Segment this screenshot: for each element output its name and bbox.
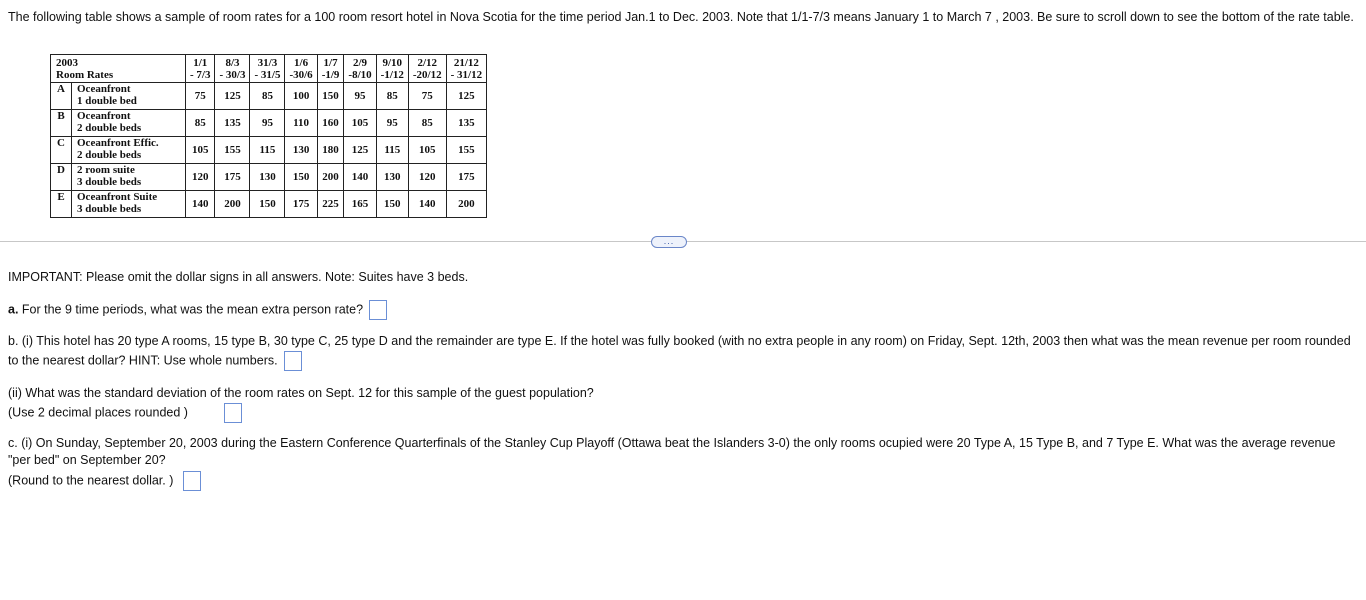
period-header-0 — [186, 55, 215, 83]
table-header-row — [51, 55, 487, 83]
question-b-ii — [8, 384, 1360, 423]
room-type-name — [72, 83, 186, 110]
room-type-name-line1: 2 room suite — [77, 164, 135, 176]
rate-cell: 175 — [446, 164, 486, 191]
rate-cell: 155 — [215, 137, 250, 164]
period-start: 8/3 — [225, 56, 240, 69]
expand-more-button[interactable]: ... — [651, 236, 687, 248]
rate-cell: 225 — [317, 191, 344, 218]
rate-cell: 105 — [408, 137, 446, 164]
room-type-letter: A — [51, 83, 72, 110]
rate-table — [50, 54, 487, 218]
period-end: -20/12 — [412, 68, 442, 81]
room-type-name — [72, 137, 186, 164]
question-b-ii-hint: (Use 2 decimal places rounded ) — [8, 405, 188, 420]
period-end: -30/6 — [289, 68, 313, 81]
rate-cell: 150 — [250, 191, 285, 218]
period-header-1 — [215, 55, 250, 83]
rate-cell: 85 — [186, 110, 215, 137]
room-type-name-line1: Oceanfront — [77, 110, 131, 122]
rate-cell: 150 — [317, 83, 344, 110]
rate-cell: 175 — [285, 191, 317, 218]
rate-cell: 115 — [376, 137, 408, 164]
period-start: 1/7 — [323, 56, 338, 69]
period-end: - 30/3 — [219, 68, 246, 81]
room-type-letter: C — [51, 137, 72, 164]
rate-cell: 130 — [250, 164, 285, 191]
rate-cell: 105 — [186, 137, 215, 164]
table-row — [51, 137, 487, 164]
period-header-7 — [408, 55, 446, 83]
room-rates-label: Room Rates — [56, 68, 114, 81]
intro-text: The following table shows a sample of room rates for a 100 room resort hotel in Nova Scotia for the time period Jan.1 to Dec. 2003. Note that 1/1-7/3 means January 1 to March 7 , 2003. Be sure to scroll down to see the bottom of the rate table. — [8, 10, 1354, 24]
period-end: - 31/5 — [254, 68, 281, 81]
answer-a-input[interactable] — [369, 300, 387, 320]
rate-cell: 135 — [446, 110, 486, 137]
question-a — [8, 300, 1360, 320]
rate-cell: 140 — [408, 191, 446, 218]
rate-cell: 105 — [344, 110, 376, 137]
period-start: 2/12 — [417, 56, 438, 69]
period-end: - 31/12 — [450, 68, 483, 81]
table-row — [51, 83, 487, 110]
table-year: 2003 — [56, 56, 78, 69]
rate-cell: 120 — [186, 164, 215, 191]
question-c-i-text: c. (i) On Sunday, September 20, 2003 during the Eastern Conference Quarterfinals of the Stanley Cup Playoff (Ottawa beat the Islanders 3-0) the only rooms ocupied were 20 Type A, 15 Type B, and 7 Type E. What was the average revenue "per bed" on September 20? — [8, 436, 1336, 467]
rate-cell: 175 — [215, 164, 250, 191]
question-b-ii-text: (ii) What was the standard deviation of the room rates on Sept. 12 for this sample of the guest population? — [8, 386, 594, 400]
question-c-i — [8, 435, 1360, 491]
rate-cell: 150 — [285, 164, 317, 191]
period-end: -8/10 — [348, 68, 372, 81]
question-b-i-text: b. (i) This hotel has 20 type A rooms, 15 type B, 30 type C, 25 type D and the remainder are type E. If the hotel was fully booked (with no extra people in any room) on Friday, Sept. 12th, 2003 then what was the mean revenue per room rounded to the nearest dollar? HINT: Use whole numbers. — [8, 334, 1351, 368]
room-type-name — [72, 191, 186, 218]
rate-cell: 110 — [285, 110, 317, 137]
question-a-label: a. — [8, 302, 19, 317]
rate-cell: 125 — [344, 137, 376, 164]
table-row — [51, 164, 487, 191]
table-row — [51, 110, 487, 137]
period-end: -1/12 — [380, 68, 404, 81]
rate-cell: 85 — [408, 110, 446, 137]
important-note: IMPORTANT: Please omit the dollar signs in all answers. Note: Suites have 3 beds. — [8, 270, 469, 284]
table-corner-cell — [51, 55, 186, 83]
rate-table-image — [50, 54, 610, 220]
rate-cell: 125 — [446, 83, 486, 110]
rate-cell: 125 — [215, 83, 250, 110]
period-start: 31/3 — [257, 56, 278, 69]
room-type-letter: D — [51, 164, 72, 191]
answer-b-i-input[interactable] — [284, 351, 302, 371]
period-end: -1/9 — [321, 68, 340, 81]
room-type-name-line1: Oceanfront Effic. — [77, 137, 159, 149]
room-type-name-line2: 1 double bed — [77, 95, 137, 107]
table-row — [51, 191, 487, 218]
rate-cell: 135 — [215, 110, 250, 137]
rate-cell: 95 — [250, 110, 285, 137]
period-header-6 — [376, 55, 408, 83]
period-header-2 — [250, 55, 285, 83]
period-start: 1/1 — [193, 56, 208, 69]
period-end: - 7/3 — [190, 68, 211, 81]
rate-cell: 160 — [317, 110, 344, 137]
rate-cell: 200 — [317, 164, 344, 191]
rate-cell: 120 — [408, 164, 446, 191]
question-c-i-hint: (Round to the nearest dollar. ) — [8, 473, 174, 488]
rate-cell: 165 — [344, 191, 376, 218]
period-header-4 — [317, 55, 344, 83]
rate-cell: 155 — [446, 137, 486, 164]
rate-cell: 200 — [215, 191, 250, 218]
rate-cell: 130 — [285, 137, 317, 164]
period-start: 21/12 — [453, 56, 479, 69]
period-header-5 — [344, 55, 376, 83]
rate-cell: 95 — [344, 83, 376, 110]
period-start: 2/9 — [353, 56, 368, 69]
rate-cell: 140 — [186, 191, 215, 218]
room-type-name-line2: 3 double beds — [77, 176, 142, 188]
rate-cell: 85 — [250, 83, 285, 110]
room-type-name-line2: 2 double beds — [77, 122, 142, 134]
room-type-name-line2: 2 double beds — [77, 149, 142, 161]
rate-cell: 180 — [317, 137, 344, 164]
rate-cell: 140 — [344, 164, 376, 191]
rate-cell: 130 — [376, 164, 408, 191]
room-type-name — [72, 110, 186, 137]
rate-cell: 115 — [250, 137, 285, 164]
question-b-i — [8, 332, 1360, 371]
rate-cell: 85 — [376, 83, 408, 110]
room-type-name — [72, 164, 186, 191]
room-type-letter: E — [51, 191, 72, 218]
rate-cell: 75 — [186, 83, 215, 110]
period-start: 9/10 — [382, 56, 403, 69]
period-start: 1/6 — [294, 56, 309, 69]
question-a-text: For the 9 time periods, what was the mean extra person rate? — [18, 302, 364, 317]
rate-cell: 150 — [376, 191, 408, 218]
room-type-name-line2: 3 double beds — [77, 203, 142, 215]
answer-b-ii-input[interactable] — [224, 403, 242, 423]
room-type-name-line1: Oceanfront — [77, 83, 131, 95]
rate-cell: 100 — [285, 83, 317, 110]
period-header-3 — [285, 55, 317, 83]
room-type-letter: B — [51, 110, 72, 137]
rate-cell: 200 — [446, 191, 486, 218]
answer-c-i-input[interactable] — [183, 471, 201, 491]
period-header-8 — [446, 55, 486, 83]
rate-cell: 95 — [376, 110, 408, 137]
rate-cell: 75 — [408, 83, 446, 110]
room-type-name-line1: Oceanfront Suite — [77, 191, 158, 203]
